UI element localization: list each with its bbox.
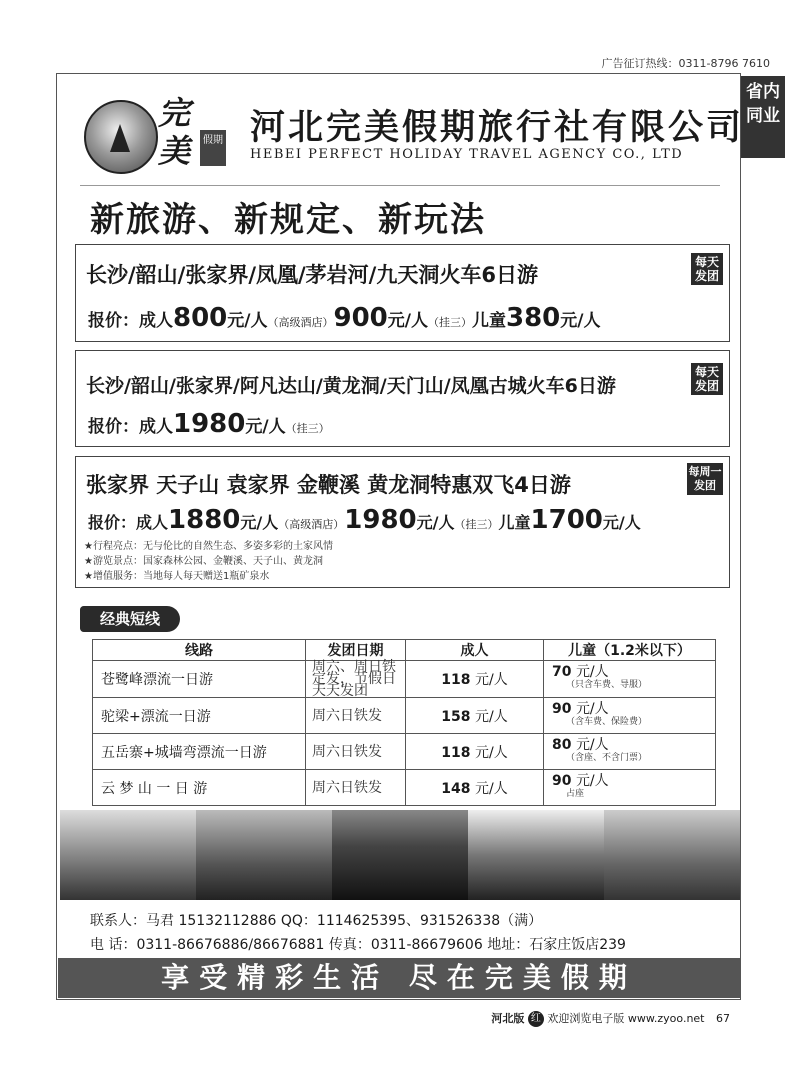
page-number: 67 <box>716 1012 730 1025</box>
table-row <box>93 698 716 734</box>
route-name: 驼梁+漂流一日游 <box>93 698 306 734</box>
classic-routes-label: 经典短线 <box>80 606 180 632</box>
edition-label: 河北版 <box>491 1012 525 1025</box>
contact-line-1: 联系人：马君 15132112886 QQ：1114625395、931526338（满） <box>90 913 543 929</box>
tour-title: 张家界 天子山 袁家界 金鞭溪 黄龙洞特惠双飞4日游 <box>86 473 571 497</box>
departure-date: 周六日铁发 <box>306 734 406 770</box>
town-photo <box>196 810 332 900</box>
table-row <box>93 734 716 770</box>
tour-card-1 <box>75 244 730 342</box>
child-price: 90 元/人 （含车费、保险费） <box>544 698 716 734</box>
page-footer <box>491 1010 730 1027</box>
scenery-photo-strip <box>60 810 740 900</box>
child-price: 90 元/人 占座 <box>544 770 716 806</box>
company-name-en: HEBEI PERFECT HOLIDAY TRAVEL AGENCY CO., LTD <box>250 147 684 162</box>
bottom-slogan-bar: 享受精彩生活 尽在完美假期 <box>58 958 740 998</box>
logo-seal: 假期 <box>200 130 226 166</box>
header-divider <box>80 185 720 186</box>
pavilion-photo <box>332 810 468 900</box>
tour-schedule-badge: 每天 发团 <box>691 253 723 285</box>
cable-car-photo <box>468 810 604 900</box>
tour-card-3 <box>75 456 730 588</box>
contact-line-2: 电 话：0311-86676886/86676881 传真：0311-86679606 地址：石家庄饭店239 <box>90 937 626 953</box>
zy-mark-icon: 红 <box>528 1011 544 1027</box>
adult-price: 148 元/人 <box>406 770 544 806</box>
adult-price: 118 元/人 <box>406 734 544 770</box>
section-tab <box>741 76 785 158</box>
waterfall-photo <box>604 810 740 900</box>
website-text: 欢迎浏览电子版 www.zyoo.net <box>547 1012 705 1025</box>
table-header-row <box>93 640 716 661</box>
tour-schedule-badge: 每天 发团 <box>691 363 723 395</box>
departure-date: 周六日铁发 <box>306 698 406 734</box>
route-name: 五岳寨+城墙弯漂流一日游 <box>93 734 306 770</box>
logo-calligraphy: 完 美 <box>158 94 191 170</box>
adult-price: 118 元/人 <box>406 661 544 698</box>
col-adult: 成人 <box>406 640 544 661</box>
company-name-cn: 河北完美假期旅行社有限公司 <box>250 107 745 148</box>
classic-routes-table <box>92 639 716 806</box>
mountain-photo <box>60 810 196 900</box>
tour-schedule-badge: 每周一 发团 <box>687 463 723 495</box>
departure-date: 周六、周日铁定发，节假日天天发团 <box>306 661 406 698</box>
company-logo-icon <box>84 100 158 174</box>
ad-hotline: 广告征订热线：0311-8796 7610 <box>601 57 770 70</box>
departure-date: 周六日铁发 <box>306 770 406 806</box>
route-name: 云 梦 山 一 日 游 <box>93 770 306 806</box>
col-departure: 发团日期 <box>306 640 406 661</box>
tour-notes: ★行程亮点：无与伦比的自然生态、多姿多彩的土家风情 ★游览景点：国家森林公园、金鞭溪、天子山、黄龙洞 ★增值服务：当地每人每天赠送1瓶矿泉水 <box>84 541 333 582</box>
tour-price-row: 报价：成人800元/人（高级酒店）900元/人（挂三）儿童380元/人 <box>88 303 601 333</box>
tour-card-2 <box>75 350 730 447</box>
tour-price-row: 报价：成人1880元/人（高级酒店）1980元/人（挂三）儿童1700元/人 <box>88 505 641 535</box>
table-row <box>93 770 716 806</box>
child-price: 70 元/人 （只含车费、导服） <box>544 661 716 698</box>
tour-price-row: 报价：成人1980元/人（挂三） <box>88 409 330 439</box>
adult-price: 158 元/人 <box>406 698 544 734</box>
section-tab-line-1: 省内 <box>746 82 780 102</box>
tour-title: 长沙/韶山/张家界/阿凡达山/黄龙洞/天门山/凤凰古城火车6日游 <box>86 375 616 397</box>
col-route: 线路 <box>93 640 306 661</box>
route-name: 苍鹭峰漂流一日游 <box>93 661 306 698</box>
child-price: 80 元/人 （含座、不含门票） <box>544 734 716 770</box>
section-tab-line-2: 同业 <box>746 106 780 126</box>
table-row <box>93 661 716 698</box>
slogan-heading: 新旅游、新规定、新玩法 <box>90 200 486 240</box>
tour-title: 长沙/韶山/张家界/凤凰/茅岩河/九天洞火车6日游 <box>86 263 538 287</box>
col-child: 儿童（1.2米以下） <box>544 640 716 661</box>
